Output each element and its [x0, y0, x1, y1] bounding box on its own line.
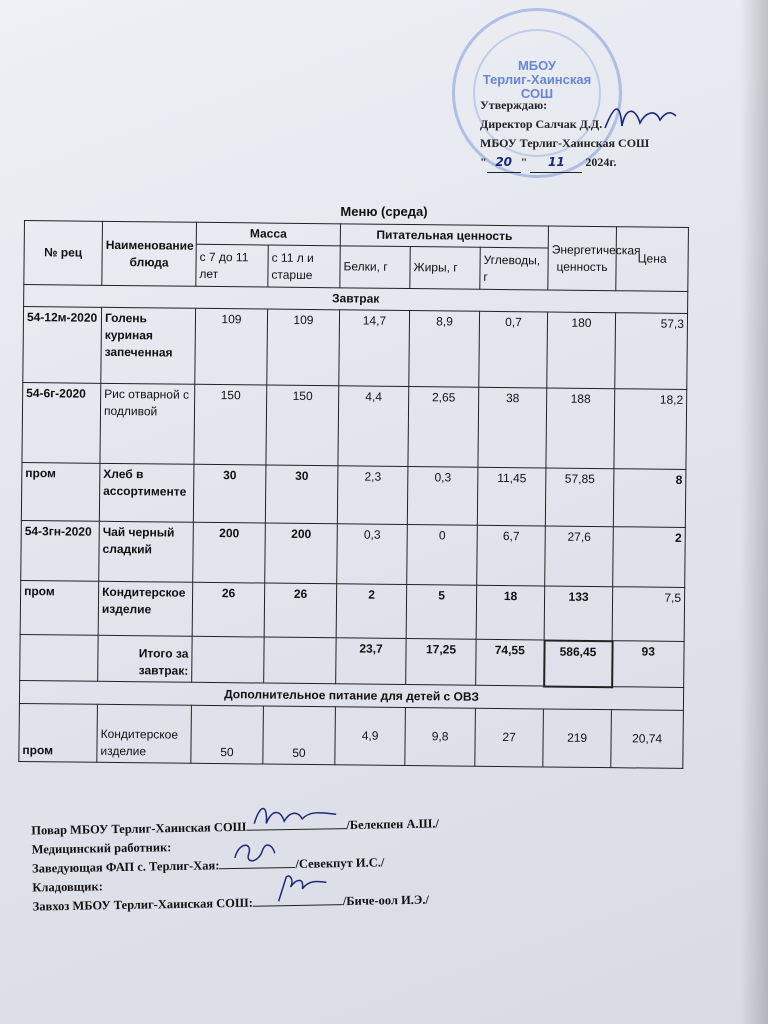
supply-signature: [272, 870, 333, 907]
cell-price: 20,74: [611, 709, 684, 768]
cell-recipe: 54-3гн-2020: [21, 520, 100, 581]
header-mass-a: с 7 до 11 лет: [196, 244, 268, 287]
total-empty-cell: [192, 636, 264, 683]
supply-signature-line: [253, 892, 343, 907]
cell-fat: 5: [406, 585, 477, 640]
cell-energy: 219: [543, 708, 612, 767]
cell-protein: 2,3: [337, 466, 408, 525]
header-fat: Жиры, г: [410, 247, 480, 290]
cell-protein: 0,3: [337, 524, 408, 585]
header-price: Цена: [616, 227, 689, 292]
header-mass-b: с 11 л и старше: [268, 245, 340, 288]
cell-name: Кондитерское изделие: [97, 704, 192, 763]
cell-carbs: 27: [475, 708, 544, 767]
header-nutrition: Питательная ценность: [340, 224, 548, 248]
cell-mass-b: 109: [267, 309, 340, 386]
table-row: [21, 462, 686, 527]
cell-fat: 0: [407, 525, 478, 586]
cell-recipe: 54-12м-2020: [23, 307, 102, 384]
cell-name: Кондитерское изделие: [98, 581, 193, 636]
header-mass: Масса: [196, 222, 340, 246]
cell-name: Хлеб в ассортименте: [99, 463, 194, 522]
cell-mass-a: 200: [193, 522, 266, 583]
approval-date-day: 20: [487, 153, 521, 173]
supply-name: /Биче-оол И.Э./: [342, 892, 430, 909]
section-breakfast-label: Завтрак: [24, 285, 688, 314]
cell-recipe: пром: [20, 580, 99, 635]
cook-signature: [250, 800, 341, 832]
cell-mass-b: 50: [263, 706, 336, 765]
cell-fat: 2,65: [408, 387, 479, 468]
approval-block: [480, 96, 649, 173]
cell-recipe: пром: [21, 462, 100, 521]
stamp-line-3: СОШ: [520, 86, 554, 101]
cell-mass-a: 50: [191, 705, 264, 764]
approval-date-year: 2024г.: [585, 155, 617, 169]
supply-label: Завхоз МБОУ Терлиг-Хаинская СОШ:: [32, 895, 253, 914]
header-name: Наименование блюда: [102, 221, 197, 286]
cell-energy: 57,85: [545, 468, 614, 527]
approval-school: МБОУ Терлиг-Хаинская СОШ: [480, 136, 650, 150]
cell-price: 7,5: [612, 587, 685, 642]
menu-title: Меню (среда): [340, 204, 428, 219]
fap-label: Заведующая ФАП с. Терлиг-Хая:: [31, 858, 220, 876]
cell-mass-a: 26: [192, 582, 265, 637]
cell-fat: 8,9: [409, 311, 480, 388]
cell-mass-a: 150: [194, 384, 267, 465]
cell-name: Рис отварной с подливой: [100, 383, 195, 464]
cook-signature-line: [246, 816, 346, 831]
table-row: [19, 703, 684, 768]
cell-protein: 14,7: [339, 310, 410, 387]
cell-mass-b: 150: [266, 385, 339, 466]
fap-name: /Севекпут И.С./: [295, 855, 385, 871]
approval-date: " 20 " 11 2024г.: [480, 153, 649, 173]
stamp-line-1: МБОУ: [517, 58, 557, 73]
total-empty-cell: [20, 634, 98, 681]
header-protein: Белки, г: [340, 246, 410, 289]
cell-protein: 4,4: [338, 386, 409, 467]
cook-label: Повар МБОУ Терлиг-Хаинская СОШ: [31, 819, 247, 838]
cell-name: Чай черный сладкий: [99, 521, 194, 582]
cell-mass-b: 26: [264, 583, 337, 638]
total-fat: 17,25: [406, 639, 476, 686]
table-row: [21, 520, 686, 587]
cell-price: 57,3: [615, 313, 688, 390]
table-row: [22, 382, 687, 469]
total-price: 93: [612, 641, 684, 688]
cell-name: Голень куриная запеченная: [101, 307, 196, 384]
total-protein: 23,7: [336, 638, 406, 685]
cell-protein: 2: [336, 584, 407, 639]
cell-price: 18,2: [614, 389, 687, 470]
cell-recipe: 54-6г-2020: [22, 382, 101, 463]
cell-mass-b: 200: [265, 523, 338, 584]
cell-energy: 180: [547, 312, 616, 389]
director-signature: [600, 98, 680, 138]
header-recipe: № рец: [24, 221, 103, 286]
cell-price: 8: [613, 469, 686, 528]
header-energy: Энергетическая ценность: [548, 226, 617, 291]
cell-fat: 9,8: [405, 707, 476, 766]
cell-carbs: 6,7: [477, 525, 546, 586]
total-label: Итого за завтрак:: [98, 635, 192, 682]
total-row: [20, 634, 684, 687]
fap-signature-line: [219, 855, 295, 869]
total-empty-cell: [264, 637, 336, 684]
cell-energy: 133: [544, 586, 613, 641]
table-row: [20, 580, 685, 641]
approval-date-month: 11: [530, 153, 582, 173]
total-carbs: 74,55: [476, 639, 544, 686]
paper-shadow: [740, 0, 768, 1024]
menu-table: [18, 220, 689, 768]
cell-carbs: 11,45: [477, 467, 546, 526]
total-energy: 586,45: [544, 640, 612, 687]
medic-label: Медицинский работник:: [31, 840, 172, 857]
table-row: [23, 307, 688, 390]
cell-carbs: 0,7: [479, 311, 548, 388]
cell-fat: 0,3: [407, 467, 478, 526]
section-extra-label: Дополнительное питание для детей с ОВЗ: [19, 680, 683, 709]
cell-energy: 27,6: [545, 526, 614, 587]
cell-mass-a: 30: [193, 464, 266, 523]
cook-name: /Белекпен А.Ш./: [346, 816, 440, 833]
cell-carbs: 38: [478, 387, 547, 468]
approval-director: Директор Салчак Д.Д.: [480, 117, 603, 131]
cell-carbs: 18: [476, 585, 545, 640]
fap-signature: [229, 837, 280, 870]
approval-heading: Утверждаю:: [480, 98, 548, 112]
cell-protein: 4,9: [335, 706, 406, 765]
storekeeper-label: Кладовщик:: [32, 879, 103, 895]
cell-energy: 188: [546, 388, 615, 469]
signature-block: [31, 814, 440, 916]
cell-price: 2: [613, 527, 686, 588]
cell-recipe: пром: [19, 703, 98, 762]
cell-mass-a: 109: [195, 308, 268, 385]
cell-mass-b: 30: [265, 465, 338, 524]
stamp-line-2: Терлиг-Хаинская: [482, 72, 592, 87]
header-carbs: Углеводы, г: [480, 247, 548, 290]
